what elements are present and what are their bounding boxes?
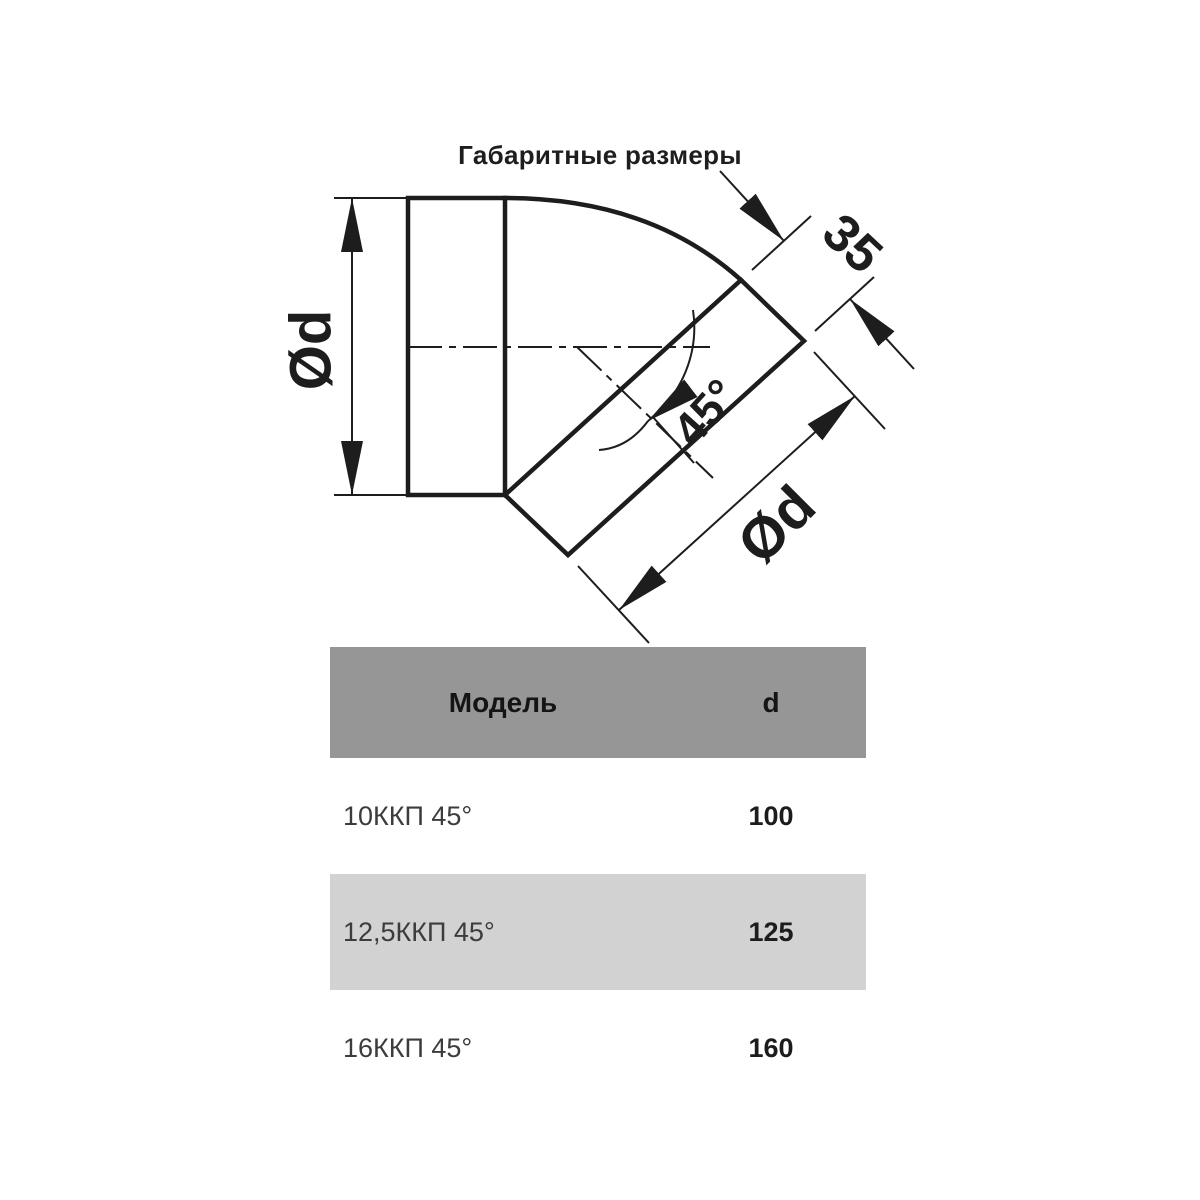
dimension-labels	[278, 203, 893, 576]
elbow-body-outline	[408, 198, 804, 555]
page-title: Габаритные размеры	[458, 140, 742, 170]
outlet-diameter-label: Ød	[725, 473, 829, 577]
table-row	[330, 758, 866, 874]
table-row	[330, 874, 866, 990]
spec-table	[330, 647, 866, 1106]
header-cell-d: d	[762, 686, 780, 718]
d-value-cell: 125	[748, 916, 794, 947]
outer-curve	[505, 198, 741, 280]
dim-line-35-b	[850, 299, 914, 369]
ext-line-seam	[752, 216, 811, 270]
dim-line-outlet-diameter	[619, 396, 855, 610]
d-value-cell: 100	[748, 800, 794, 831]
ext-line-outlet-inner	[578, 566, 649, 643]
angle-label: 45°	[662, 368, 748, 456]
ext-line-face-35	[815, 277, 874, 331]
d-value-cell: 160	[748, 1032, 794, 1063]
table-header-row	[330, 647, 866, 758]
outlet-length-label: 35	[811, 202, 894, 285]
header-cell-model: Модель	[448, 686, 558, 718]
model-cell: 12,5ККП 45°	[343, 916, 495, 947]
angle-arc-tail	[599, 421, 648, 450]
dim-line-35-a	[720, 171, 784, 241]
inlet-diameter-label: Ød	[278, 309, 344, 391]
model-cell: 10ККП 45°	[343, 800, 473, 831]
centerlines	[408, 347, 713, 478]
model-cell: 16ККП 45°	[343, 1032, 473, 1063]
ext-line-outlet-outer	[814, 352, 885, 429]
table-row	[330, 990, 866, 1106]
